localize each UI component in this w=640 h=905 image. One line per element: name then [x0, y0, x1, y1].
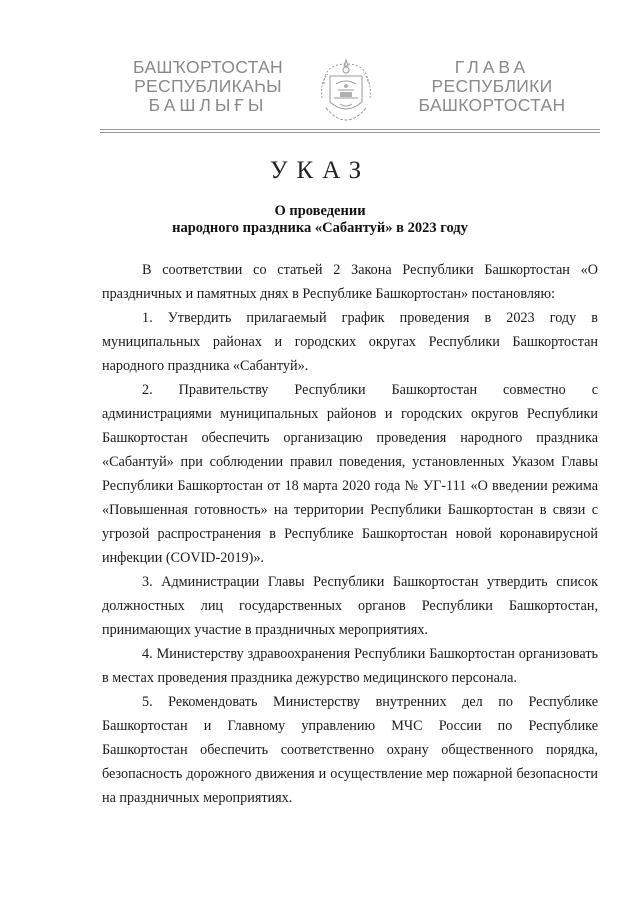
document-subject	[0, 203, 640, 237]
letterhead	[0, 58, 640, 136]
letterhead-left-line-2: РЕСПУБЛИКАҺЫ	[134, 76, 282, 96]
letterhead-right-line-2: РЕСПУБЛИКИ	[431, 76, 553, 96]
coat-of-arms-emblem-icon	[316, 58, 376, 126]
document-type-title: УКАЗ	[269, 157, 371, 184]
document-body	[102, 258, 598, 810]
letterhead-russian-title	[412, 58, 572, 115]
clause-4-paragraph: 4. Министерству здравоохранения Республики Башкортостан организовать в местах проведения праздника дежурство медицинского персонала.	[102, 646, 598, 686]
document-subject-line-1: О проведении	[274, 203, 366, 219]
letterhead-left-line-1: БАШҠОРТОСТАН	[133, 57, 283, 77]
clause-1-paragraph: 1. Утвердить прилагаемый график проведения в 2023 году в муниципальных районах и городских округах Республики Башкортостан народного праздника «Сабантуй».	[102, 310, 598, 374]
document-subject-line-2: народного праздника «Сабантуй» в 2023 году	[172, 220, 468, 236]
clause-3-paragraph: 3. Администрации Главы Республики Башкортостан утвердить список должностных лиц государственных органов Республики Башкортостан, принимающих участие в праздничных мероприятиях.	[102, 574, 598, 638]
letterhead-left-line-3: БАШЛЫҒЫ	[148, 95, 268, 115]
letterhead-divider-bottom	[100, 132, 600, 133]
letterhead-right-line-1: ГЛАВА	[454, 57, 530, 77]
letterhead-bashkir-title	[118, 58, 298, 115]
clause-2-paragraph: 2. Правительству Республики Башкортостан совместно с администрациями муниципальных районов и городских округов Республики Башкортостан обеспечить организацию проведения народного праздника «Сабантуй» при соблюдении правил поведения, установленных Указом Главы Республики Башкортостан от 18 марта 2020 года № УГ-111 «О введении режима «Повышенная готовность» на территории Республики Башкортостан в связи с угрозой распространения в Республике Башкортостан новой коронавирусной инфекции (COVID-2019)».	[102, 382, 598, 566]
letterhead-right-line-3: БАШКОРТОСТАН	[418, 95, 566, 115]
clause-5-paragraph: 5. Рекомендовать Министерству внутренних дел по Республике Башкортостан и Главному управлению МЧС России по Республике Башкортостан обеспечить соответственно охрану общественного порядка, безопасность дорожного движения и осуществление мер пожарной безопасности на праздничных мероприятиях.	[102, 694, 598, 806]
preamble-paragraph: В соответствии со статьей 2 Закона Республики Башкортостан «О праздничных и памятных днях в Республике Башкортостан» постановляю:	[102, 262, 598, 302]
letterhead-divider-top	[100, 129, 600, 130]
